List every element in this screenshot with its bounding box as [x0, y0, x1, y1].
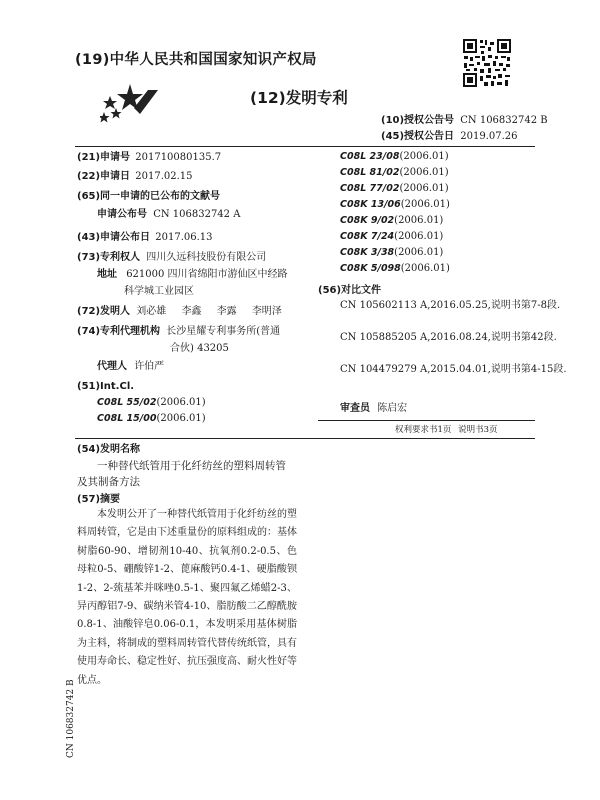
ipc-item: C08L 23/08(2006.01) — [340, 151, 449, 162]
inventor: 刘必雄 — [136, 306, 167, 317]
references-label: (56)对比文件 — [318, 285, 382, 296]
agency-row: (74)专利代理机构 长沙星耀专利事务所(普通 — [77, 326, 281, 337]
address-row: 地址 621000 四川省绵阳市游仙区中经路 — [97, 269, 288, 280]
inventor: 李明泽 — [251, 306, 282, 317]
ipc-item: C08L 81/02(2006.01) — [340, 167, 449, 178]
ipc-item: C08K 7/24(2006.01) — [340, 231, 444, 242]
inventors-row: (72)发明人 刘必雄 李鑫 李露 李明泽 — [77, 306, 282, 317]
title-label: (54)发明名称 — [77, 444, 141, 455]
abstract-text: 本发明公开了一种替代纸管用于化纤纺丝的塑料周转管，它是由下述重量份的原料组成的：基体树脂60-90、增韧剂10-40、抗氧剂0.2-0.5、色母粒0-5、硼酸锌1-2、蓖麻酸钙0.4-1、硬脂酸钡1-2、2-巯基苯并咪唑0.5-1、聚四氟乙烯蜡2-3、异丙醇铝7-9、碳纳米管4-10、脂肪酸二乙醇酰胺0.8-1、油酸锌皂0.06-0.1，本发明采用基体树脂为主料，将制成的塑料周转管代替传统纸管，具有使用寿命长、稳定性好、抗压强度高、耐火性好等优点。 — [77, 509, 297, 686]
reference-item: CN 104479279 A,2015.04.01,说明书第4-15段. — [340, 364, 567, 375]
side-patent-number: CN 106832742 B — [66, 679, 76, 758]
application-number-row: (21)申请号 201710080135.7 — [77, 152, 222, 163]
section-divider — [75, 438, 535, 439]
ipc-item: C08K 5/098(2006.01) — [340, 263, 450, 274]
intcl-label: (51)Int.Cl. — [77, 381, 135, 392]
reference-item: CN 105602113 A,2016.05.25,说明书第7-8段. — [340, 300, 561, 311]
header-divider — [75, 146, 535, 147]
publication-number-row: 申请公布号 CN 106832742 A — [97, 209, 241, 220]
examiner-row: 审查员 陈启宏 — [340, 403, 408, 414]
emblem-stars-icon — [100, 82, 160, 124]
patentee-row: (73)专利权人 四川久远科技股份有限公司 — [77, 252, 267, 263]
application-date-row: (22)申请日 2017.02.15 — [77, 171, 193, 182]
ipc-item: C08K 13/06(2006.01) — [340, 199, 450, 210]
publication-date-row: (43)申请公布日 2017.06.13 — [77, 232, 213, 243]
document-type: (12)发明专利 — [250, 89, 348, 107]
same-application-label: (65)同一申请的已公布的文献号 — [77, 191, 221, 202]
ipc-item: C08K 3/38(2006.01) — [340, 247, 444, 258]
inventor: 李露 — [216, 306, 237, 317]
ipc-item: C08L 77/02(2006.01) — [340, 183, 449, 194]
invention-title: 一种替代纸管用于化纤纺丝的塑料周转管 — [97, 460, 286, 472]
page-count: 权利要求书1页 说明书3页 — [395, 425, 498, 435]
page-info-divider — [318, 420, 535, 421]
intcl-item: C08L 15/00(2006.01) — [97, 413, 206, 424]
office-name: (19)中华人民共和国国家知识产权局 — [75, 52, 317, 68]
agent-row: 代理人 许伯严 — [97, 361, 165, 372]
grant-number-row: (10)授权公告号 CN 106832742 B — [381, 115, 548, 126]
abstract-label: (57)摘要 — [77, 494, 121, 505]
agency-line-2: 合伙) 43205 — [170, 343, 229, 354]
qr-code — [462, 38, 512, 88]
grant-date-row: (45)授权公告日 2019.07.26 — [381, 131, 518, 142]
ipc-item: C08K 9/02(2006.01) — [340, 215, 444, 226]
address-line-2: 科学城工业园区 — [124, 286, 194, 297]
intcl-item: C08L 55/02(2006.01) — [97, 397, 206, 408]
invention-title-line-2: 及其制备方法 — [77, 476, 140, 488]
inventor: 李鑫 — [181, 306, 202, 317]
reference-item: CN 105885205 A,2016.08.24,说明书第42段. — [340, 332, 557, 343]
